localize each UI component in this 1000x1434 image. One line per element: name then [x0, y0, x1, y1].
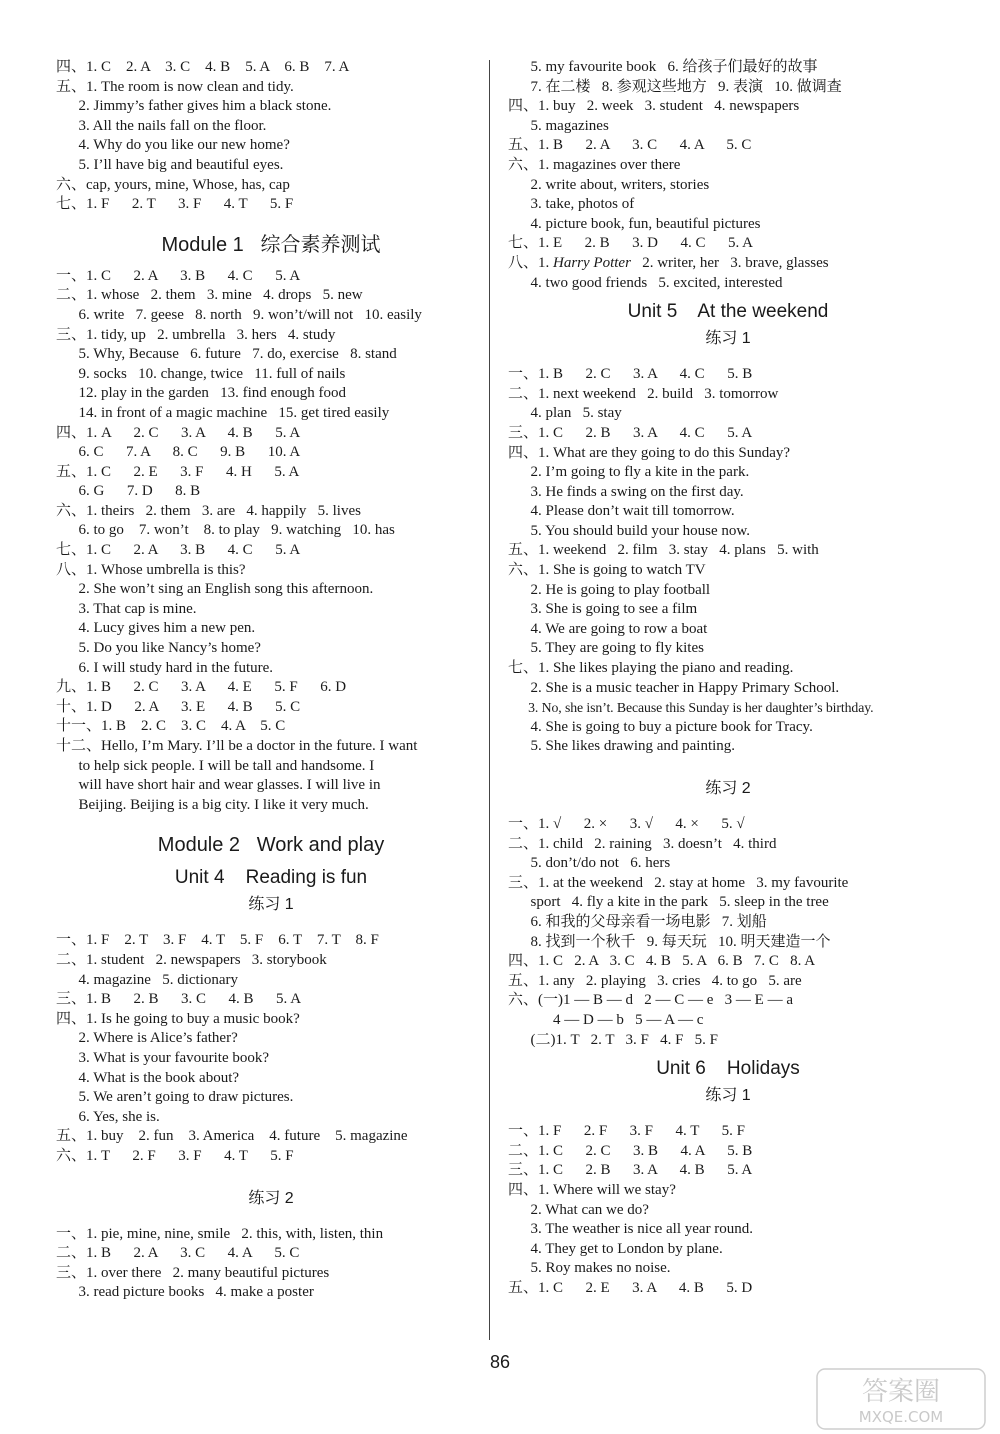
answer-line: 十、1. D 2. A 3. E 4. B 5. C: [56, 698, 301, 715]
answer-line: 4. two good friends 5. excited, interested: [508, 274, 783, 291]
answer-line: 4. picture book, fun, beautiful pictures: [508, 215, 761, 232]
answer-line: 八、1. Harry Potter 2. writer, her 3. brave, glasses: [508, 254, 829, 271]
answer-line: 六、(一)1 — B — d 2 — C — e 3 — E — a: [508, 992, 793, 1009]
answer-line: 三、1. C 2. B 3. A 4. B 5. A: [508, 1162, 753, 1179]
answer-line: 五、1. any 2. playing 3. cries 4. to go 5. are: [508, 972, 802, 989]
answer-line: 五、1. weekend 2. film 3. stay 4. plans 5. with: [508, 542, 819, 559]
answer-line: 4. Please don’t wait till tomorrow.: [508, 503, 735, 520]
answer-line: 2. What can we do?: [508, 1201, 649, 1218]
answer-line: (二)1. T 2. T 3. F 4. F 5. F: [508, 1031, 719, 1048]
answer-line: 5. I’ll have big and beautiful eyes.: [56, 156, 284, 173]
answer-line: 14. in front of a magic machine 15. get tired easily: [56, 404, 390, 421]
answer-line: 十一、1. B 2. C 3. C 4. A 5. C: [56, 718, 286, 735]
answer-line: 二、1. student 2. newspapers 3. storybook: [56, 951, 327, 968]
answer-line: 2. Where is Alice’s father?: [56, 1030, 238, 1047]
spacer: [56, 259, 486, 267]
answer-line: 三、1. C 2. B 3. A 4. C 5. A: [508, 424, 753, 441]
answer-line: 六、1. She is going to watch TV: [508, 562, 706, 579]
answer-line: 4. We are going to row a boat: [508, 620, 708, 637]
answer-line: 三、1. over there 2. many beautiful pictures: [56, 1264, 330, 1281]
answer-line: 三、1. at the weekend 2. stay at home 3. my favourite: [508, 874, 849, 891]
answer-line: 四、1. C 2. A 3. C 4. B 5. A 6. B 7. A: [56, 59, 350, 75]
right-column: [508, 58, 948, 1298]
answer-line: 一、1. pie, mine, nine, smile 2. this, with, listen, thin: [56, 1225, 384, 1242]
answer-line: 3. No, she isn’t. Because this Sunday is her daughter’s birthday.: [508, 700, 874, 716]
answer-line: 6. I will study hard in the future.: [56, 659, 274, 676]
answer-line: 6. C 7. A 8. C 9. B 10. A: [56, 444, 301, 461]
answer-line: 3. She is going to see a film: [508, 601, 698, 618]
answer-line: 十二、Hello, I’m Mary. I’ll be a doctor in the future. I want: [56, 738, 418, 754]
module-heading: Module 1 综合素养测试: [161, 233, 381, 256]
answer-line: 3. The weather is nice all year round.: [508, 1221, 754, 1238]
watermark-bottom-text: MXQE.COM: [858, 1408, 944, 1426]
answer-line: 一、1. F 2. T 3. F 4. T 5. F 6. T 7. T 8. F: [56, 932, 379, 949]
answer-line: 5. don’t/do not 6. hers: [508, 855, 671, 872]
answer-line: to help sick people. I will be tall and handsome. I: [56, 757, 375, 774]
answer-line: 4. Why do you like our new home?: [56, 137, 290, 154]
answer-line: 5. We aren’t going to draw pictures.: [56, 1089, 294, 1106]
answer-line: will have short hair and wear glasses. I will live in: [56, 777, 381, 794]
answer-line: 2. He is going to play football: [508, 581, 711, 598]
page-number: 86: [489, 1352, 511, 1372]
answer-line: 5. magazines: [508, 117, 609, 134]
unit-heading: Unit 6 Holidays: [656, 1058, 800, 1080]
unit-heading: Unit 5 At the weekend: [627, 301, 829, 323]
answer-line: 一、1. √ 2. × 3. √ 4. × 5. √: [508, 816, 745, 832]
answer-line: 七、1. She likes playing the piano and reading.: [508, 660, 794, 677]
answer-line: 5. Roy makes no noise.: [508, 1260, 671, 1277]
answer-line: 七、1. C 2. A 3. B 4. C 5. A: [56, 542, 301, 559]
answer-line: 6. write 7. geese 8. north 9. won’t/will not 10. easily: [56, 306, 422, 323]
answer-line: 3. That cap is mine.: [56, 600, 197, 617]
answer-line: 2. Jimmy’s father gives him a black stone.: [56, 98, 332, 115]
answer-line: 3. All the nails fall on the floor.: [56, 117, 267, 134]
answer-line: 四、1. A 2. C 3. A 4. B 5. A: [56, 424, 301, 441]
answer-line: 5. She likes drawing and painting.: [508, 738, 736, 755]
answer-line: 五、1. B 2. A 3. C 4. A 5. C: [508, 137, 752, 154]
answer-line: 一、1. C 2. A 3. B 4. C 5. A: [56, 267, 301, 284]
answer-line: 八、1. Whose umbrella is this?: [56, 561, 246, 578]
answer-line: 3. take, photos of: [508, 196, 635, 213]
answer-line: 4. What is the book about?: [56, 1069, 240, 1086]
answer-line: 四、1. buy 2. week 3. student 4. newspapers: [508, 98, 800, 115]
answer-line: 三、1. B 2. B 3. C 4. B 5. A: [56, 991, 302, 1008]
answer-line: 3. read picture books 4. make a poster: [56, 1284, 314, 1301]
answer-line: 3. What is your favourite book?: [56, 1049, 270, 1066]
exercise-heading: 练习 1: [705, 330, 751, 348]
answer-line: 九、1. B 2. C 3. A 4. E 5. F 6. D: [56, 679, 347, 696]
answer-line: 四、1. C 2. A 3. C 4. B 5. A 6. B 7. C 8. A: [508, 953, 816, 970]
answer-line: 二、1. child 2. raining 3. doesn’t 4. third: [508, 835, 777, 852]
watermark-logo: [816, 1368, 986, 1430]
watermark-top-text: 答案圈: [861, 1377, 941, 1407]
answer-line: 9. socks 10. change, twice 11. full of nails: [56, 365, 346, 382]
answer-line: 12. play in the garden 13. find enough food: [56, 385, 346, 402]
answer-line: 三、1. tidy, up 2. umbrella 3. hers 4. study: [56, 326, 336, 343]
answer-line: 6. to go 7. won’t 8. to play 9. watching 10. has: [56, 522, 395, 539]
answer-line: 2. She won’t sing an English song this afternoon.: [56, 581, 374, 598]
answer-line: 7. 在二楼 8. 参观这些地方 9. 表演 10. 做调查: [508, 78, 842, 95]
answer-line: 四、1. Where will we stay?: [508, 1181, 676, 1198]
left-column: [56, 58, 486, 1303]
answer-line: 6. G 7. D 8. B: [56, 483, 201, 500]
unit-heading: Unit 4 Reading is fun: [174, 867, 368, 889]
answer-line: 七、1. E 2. B 3. D 4. C 5. A: [508, 235, 754, 252]
answer-line: 5. my favourite book 6. 给孩子们最好的故事: [508, 59, 818, 75]
answer-line: 六、1. theirs 2. them 3. are 4. happily 5. lives: [56, 502, 361, 519]
answer-line: 二、1. next weekend 2. build 3. tomorrow: [508, 385, 779, 402]
module-heading: Module 2 Work and play: [157, 834, 385, 857]
answer-line: 5. Do you like Nancy’s home?: [56, 640, 261, 657]
answer-line: 2. write about, writers, stories: [508, 176, 710, 193]
answer-line: 四、1. What are they going to do this Sunday?: [508, 444, 791, 461]
exercise-heading: 练习 2: [705, 780, 751, 797]
answer-line: sport 4. fly a kite in the park 5. sleep in the tree: [508, 894, 829, 911]
answer-line: 6. Yes, she is.: [56, 1108, 160, 1125]
answer-line: Beijing. Beijing is a big city. I like it very much.: [56, 796, 369, 813]
answer-line: 6. 和我的父母亲看一场电影 7. 划船: [508, 913, 767, 930]
answer-line: 五、1. C 2. E 3. F 4. H 5. A: [56, 463, 300, 480]
answer-line: 2. I’m going to fly a kite in the park.: [508, 464, 750, 481]
answer-line: 4. magazine 5. dictionary: [56, 971, 239, 988]
answer-line: 2. She is a music teacher in Happy Primary School.: [508, 679, 840, 696]
answer-line: 二、1. whose 2. them 3. mine 4. drops 5. new: [56, 287, 363, 304]
column-divider: [489, 60, 490, 1340]
answer-line: 4. She is going to buy a picture book for Tracy.: [508, 718, 813, 735]
exercise-heading: 练习 2: [248, 1189, 294, 1207]
answer-line: 5. Why, Because 6. future 7. do, exercise 8. stand: [56, 346, 397, 363]
answer-line: 四、1. Is he going to buy a music book?: [56, 1010, 300, 1027]
book-title: Harry Potter: [553, 254, 631, 271]
answer-line: 8. 找到一个秋千 9. 每天玩 10. 明天建造一个: [508, 933, 831, 950]
answer-line: 4. plan 5. stay: [508, 405, 622, 422]
answer-line: 5. They are going to fly kites: [508, 640, 704, 657]
answer-line: 5. You should build your house now.: [508, 522, 750, 539]
answer-line: 七、1. F 2. T 3. F 4. T 5. F: [56, 196, 294, 213]
exercise-heading: 练习 1: [248, 896, 294, 914]
answer-line: 3. He finds a swing on the first day.: [508, 483, 744, 500]
answer-line: 一、1. B 2. C 3. A 4. C 5. B: [508, 366, 753, 383]
answer-line: 二、1. C 2. C 3. B 4. A 5. B: [508, 1142, 753, 1159]
answer-line: 六、1. T 2. F 3. F 4. T 5. F: [56, 1147, 294, 1164]
answer-line: 4 — D — b 5 — A — c: [508, 1011, 704, 1028]
answer-line: 一、1. F 2. F 3. F 4. T 5. F: [508, 1123, 745, 1140]
answer-line: 五、1. C 2. E 3. A 4. B 5. D: [508, 1279, 753, 1296]
answer-line: 4. They get to London by plane.: [508, 1240, 723, 1257]
exercise-heading: 练习 1: [705, 1087, 751, 1105]
answer-line: 二、1. B 2. A 3. C 4. A 5. C: [56, 1245, 300, 1262]
answer-line: 4. Lucy gives him a new pen.: [56, 620, 256, 637]
answer-line: 五、1. buy 2. fun 3. America 4. future 5. magazine: [56, 1128, 408, 1145]
answer-line: 五、1. The room is now clean and tidy.: [56, 78, 294, 95]
answer-line: 六、cap, yours, mine, Whose, has, cap: [56, 176, 290, 193]
answer-line: 六、1. magazines over there: [508, 156, 681, 173]
